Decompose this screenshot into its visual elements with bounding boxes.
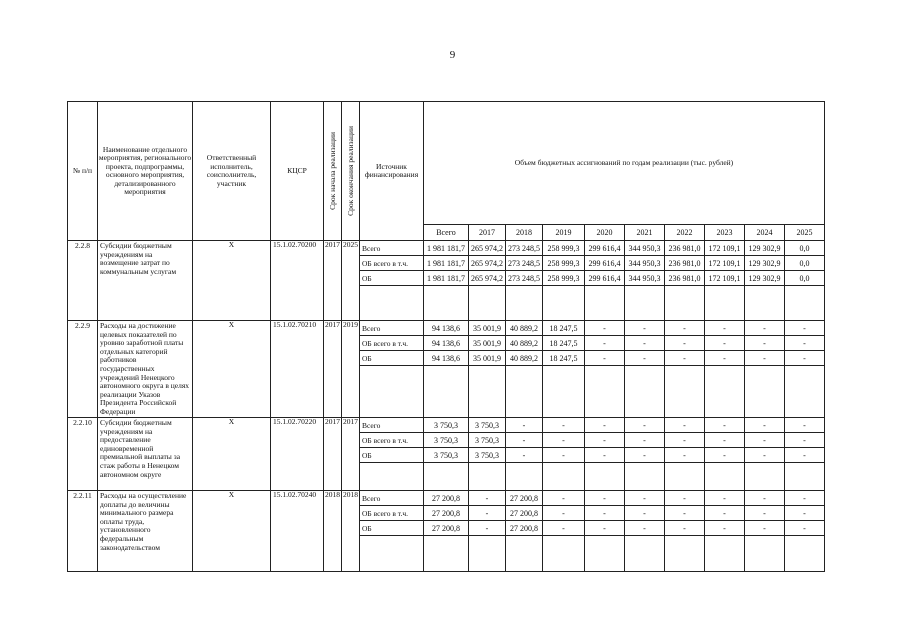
value-year: - (785, 506, 825, 521)
value-total: 94 138,6 (424, 351, 469, 366)
value-year: 40 889,2 (506, 321, 543, 336)
value-year: - (665, 321, 705, 336)
value-year: 273 248,5 (506, 271, 543, 286)
value-year: 299 616,4 (585, 271, 625, 286)
value-year: - (785, 433, 825, 448)
value-year: - (585, 418, 625, 433)
blank-cell (585, 286, 625, 321)
value-year: - (705, 336, 745, 351)
value-total: 3 750,3 (424, 448, 469, 463)
blank-cell (469, 286, 506, 321)
value-year: 18 247,5 (543, 351, 585, 366)
row-name: Расходы на осуществление доплаты до величины минимального размера оплаты труда, установленного федеральным законодательством (98, 491, 193, 572)
value-year: 172 109,1 (705, 271, 745, 286)
blank-cell (360, 536, 424, 572)
blank-cell (506, 286, 543, 321)
blank-cell (745, 366, 785, 418)
value-year: 3 750,3 (469, 418, 506, 433)
value-year: - (506, 433, 543, 448)
value-year: - (745, 506, 785, 521)
header-name: Наименование отдельного мероприятия, регионального проекта, подпрограммы, основного мероприятия, детализированного мероприятия (98, 102, 193, 241)
row-kcsr: 15.1.02.70200 (271, 241, 324, 321)
value-year: - (665, 418, 705, 433)
value-year: - (469, 491, 506, 506)
blank-cell (424, 286, 469, 321)
blank-cell (585, 366, 625, 418)
value-total: 3 750,3 (424, 433, 469, 448)
value-year: - (705, 521, 745, 536)
header-start: Срок начала реализации (328, 132, 337, 210)
value-total: 27 200,8 (424, 521, 469, 536)
funding-source: ОБ (360, 271, 424, 286)
value-year: - (506, 418, 543, 433)
funding-source: ОБ всего в т.ч. (360, 336, 424, 351)
header-year: 2017 (469, 225, 506, 241)
value-year: - (665, 351, 705, 366)
row-name: Субсидии бюджетным учреждениям на возмещение затрат по коммунальным услугам (98, 241, 193, 321)
blank-cell (665, 463, 705, 491)
row-end-year: 2025 (342, 241, 360, 321)
value-year: - (785, 491, 825, 506)
row-end-year: 2019 (342, 321, 360, 418)
value-year: 35 001,9 (469, 321, 506, 336)
value-total: 1 981 181,7 (424, 271, 469, 286)
header-end: Срок окончания реализации (346, 126, 355, 216)
value-year: 236 981,0 (665, 271, 705, 286)
value-year: - (665, 448, 705, 463)
blank-cell (705, 536, 745, 572)
value-year: 265 974,2 (469, 241, 506, 256)
value-year: - (705, 448, 745, 463)
row-start-year: 2017 (324, 418, 342, 491)
value-year: - (625, 418, 665, 433)
table-row (68, 321, 825, 336)
value-year: 344 950,3 (625, 271, 665, 286)
blank-cell (469, 366, 506, 418)
value-year: 273 248,5 (506, 241, 543, 256)
value-year: - (625, 336, 665, 351)
blank-cell (785, 536, 825, 572)
blank-cell (665, 286, 705, 321)
blank-cell (424, 536, 469, 572)
table-row (68, 418, 825, 433)
row-number: 2.2.9 (68, 321, 98, 418)
value-year: 18 247,5 (543, 321, 585, 336)
value-year: 0,0 (785, 271, 825, 286)
row-number: 2.2.8 (68, 241, 98, 321)
header-year: 2018 (506, 225, 543, 241)
value-total: 27 200,8 (424, 506, 469, 521)
header-total: Всего (424, 225, 469, 241)
value-year: 344 950,3 (625, 241, 665, 256)
value-year: 265 974,2 (469, 256, 506, 271)
blank-cell (745, 286, 785, 321)
header-source: Источник финансирования (360, 102, 424, 241)
value-year: - (705, 506, 745, 521)
value-year: - (745, 448, 785, 463)
header-num: № п/п (68, 102, 98, 241)
value-year: 129 302,9 (745, 241, 785, 256)
header-end-cell (342, 102, 360, 241)
value-year: 236 981,0 (665, 256, 705, 271)
blank-cell (360, 366, 424, 418)
value-year: 35 001,9 (469, 351, 506, 366)
value-total: 94 138,6 (424, 321, 469, 336)
value-total: 3 750,3 (424, 418, 469, 433)
blank-cell (745, 536, 785, 572)
value-year: - (543, 491, 585, 506)
value-total: 94 138,6 (424, 336, 469, 351)
value-year: - (543, 506, 585, 521)
blank-cell (506, 366, 543, 418)
value-year: - (625, 351, 665, 366)
value-year: - (705, 418, 745, 433)
row-executor: Х (193, 241, 271, 321)
blank-cell (625, 463, 665, 491)
value-year: - (745, 351, 785, 366)
row-end-year: 2017 (342, 418, 360, 491)
value-year: 3 750,3 (469, 433, 506, 448)
blank-cell (506, 463, 543, 491)
funding-source: Всего (360, 321, 424, 336)
value-year: - (469, 506, 506, 521)
funding-source: ОБ всего в т.ч. (360, 506, 424, 521)
value-year: - (585, 491, 625, 506)
funding-source: ОБ (360, 521, 424, 536)
value-year: 27 200,8 (506, 506, 543, 521)
row-executor: Х (193, 491, 271, 572)
value-year: - (745, 433, 785, 448)
blank-cell (625, 536, 665, 572)
value-year: - (585, 321, 625, 336)
blank-cell (543, 536, 585, 572)
funding-source: ОБ (360, 351, 424, 366)
header-year: 2024 (745, 225, 785, 241)
value-year: - (506, 448, 543, 463)
row-kcsr: 15.1.02.70240 (271, 491, 324, 572)
row-executor: Х (193, 321, 271, 418)
value-year: 35 001,9 (469, 336, 506, 351)
value-year: - (745, 521, 785, 536)
value-year: - (745, 491, 785, 506)
value-year: 0,0 (785, 256, 825, 271)
value-year: 3 750,3 (469, 448, 506, 463)
blank-cell (785, 286, 825, 321)
table-body (68, 241, 825, 572)
value-year: - (625, 448, 665, 463)
blank-cell (785, 366, 825, 418)
value-year: - (585, 351, 625, 366)
value-year: - (543, 448, 585, 463)
blank-cell (543, 463, 585, 491)
blank-cell (424, 463, 469, 491)
header-kcsr: КЦСР (271, 102, 324, 241)
row-number: 2.2.10 (68, 418, 98, 491)
blank-cell (469, 463, 506, 491)
value-year: - (585, 521, 625, 536)
value-year: - (625, 433, 665, 448)
funding-source: Всего (360, 241, 424, 256)
value-year: - (665, 521, 705, 536)
value-year: 273 248,5 (506, 256, 543, 271)
header-year: 2019 (543, 225, 585, 241)
value-year: 172 109,1 (705, 241, 745, 256)
value-year: 18 247,5 (543, 336, 585, 351)
blank-cell (585, 536, 625, 572)
value-year: 258 999,3 (543, 271, 585, 286)
blank-cell (705, 286, 745, 321)
value-year: - (785, 448, 825, 463)
blank-cell (745, 463, 785, 491)
value-year: - (785, 418, 825, 433)
value-year: - (665, 433, 705, 448)
blank-cell (665, 536, 705, 572)
row-number: 2.2.11 (68, 491, 98, 572)
value-year: - (585, 506, 625, 521)
blank-cell (665, 366, 705, 418)
table-row (68, 241, 825, 256)
value-year: - (625, 521, 665, 536)
funding-source: Всего (360, 418, 424, 433)
row-kcsr: 15.1.02.70210 (271, 321, 324, 418)
value-year: - (785, 321, 825, 336)
value-year: 40 889,2 (506, 336, 543, 351)
header-year: 2021 (625, 225, 665, 241)
row-start-year: 2017 (324, 241, 342, 321)
value-year: - (705, 491, 745, 506)
value-year: 129 302,9 (745, 271, 785, 286)
value-year: 40 889,2 (506, 351, 543, 366)
value-year: - (543, 418, 585, 433)
value-year: - (543, 433, 585, 448)
value-year: - (543, 521, 585, 536)
blank-cell (785, 463, 825, 491)
blank-cell (543, 366, 585, 418)
value-year: 344 950,3 (625, 256, 665, 271)
blank-cell (469, 536, 506, 572)
value-year: 27 200,8 (506, 521, 543, 536)
funding-source: ОБ всего в т.ч. (360, 433, 424, 448)
blank-cell (360, 286, 424, 321)
value-year: 258 999,3 (543, 241, 585, 256)
value-year: 0,0 (785, 241, 825, 256)
value-year: 236 981,0 (665, 241, 705, 256)
header-start-cell (324, 102, 342, 241)
value-year: 172 109,1 (705, 256, 745, 271)
value-year: - (745, 321, 785, 336)
value-total: 27 200,8 (424, 491, 469, 506)
value-year: 27 200,8 (506, 491, 543, 506)
value-year: 258 999,3 (543, 256, 585, 271)
value-year: 299 616,4 (585, 241, 625, 256)
value-year: - (665, 506, 705, 521)
header-year: 2022 (665, 225, 705, 241)
blank-cell (705, 366, 745, 418)
value-total: 1 981 181,7 (424, 241, 469, 256)
value-year: - (785, 521, 825, 536)
value-year: - (665, 336, 705, 351)
value-total: 1 981 181,7 (424, 256, 469, 271)
funding-source: ОБ (360, 448, 424, 463)
blank-cell (625, 286, 665, 321)
value-year: - (705, 433, 745, 448)
row-start-year: 2018 (324, 491, 342, 572)
header-year: 2025 (785, 225, 825, 241)
row-start-year: 2017 (324, 321, 342, 418)
value-year: - (625, 491, 665, 506)
blank-cell (705, 463, 745, 491)
value-year: - (585, 336, 625, 351)
blank-cell (625, 366, 665, 418)
header-year: 2020 (585, 225, 625, 241)
blank-cell (585, 463, 625, 491)
value-year: - (745, 336, 785, 351)
row-end-year: 2018 (342, 491, 360, 572)
value-year: - (585, 433, 625, 448)
value-year: - (625, 321, 665, 336)
blank-cell (424, 366, 469, 418)
value-year: - (469, 521, 506, 536)
value-year: 129 302,9 (745, 256, 785, 271)
value-year: - (705, 351, 745, 366)
value-year: - (785, 336, 825, 351)
value-year: - (705, 321, 745, 336)
funding-source: Всего (360, 491, 424, 506)
table-row (68, 491, 825, 506)
header-executor: Ответственный исполнитель, соисполнитель, участник (193, 102, 271, 241)
row-executor: Х (193, 418, 271, 491)
value-year: - (745, 418, 785, 433)
budget-allocation-table (67, 101, 825, 572)
header-year: 2023 (705, 225, 745, 241)
value-year: - (665, 491, 705, 506)
value-year: - (625, 506, 665, 521)
header-volume: Объем бюджетных ассигнований по годам реализации (тыс. рублей) (424, 102, 825, 225)
value-year: - (785, 351, 825, 366)
value-year: 265 974,2 (469, 271, 506, 286)
value-year: - (585, 448, 625, 463)
row-kcsr: 15.1.02.70220 (271, 418, 324, 491)
row-name: Расходы на достижение целевых показателей по уровню заработной платы отдельных категорий работников государственных учреждений Ненецкого автономного округа в целях реализации Указов Президента Российской Федерации (98, 321, 193, 418)
funding-source: ОБ всего в т.ч. (360, 256, 424, 271)
value-year: 299 616,4 (585, 256, 625, 271)
blank-cell (360, 463, 424, 491)
row-name: Субсидии бюджетным учреждениям на предоставление единовременной премиальной выплаты за стаж работы в Ненецком автономном округе (98, 418, 193, 491)
page-number: 9 (449, 49, 456, 61)
blank-cell (543, 286, 585, 321)
blank-cell (506, 536, 543, 572)
